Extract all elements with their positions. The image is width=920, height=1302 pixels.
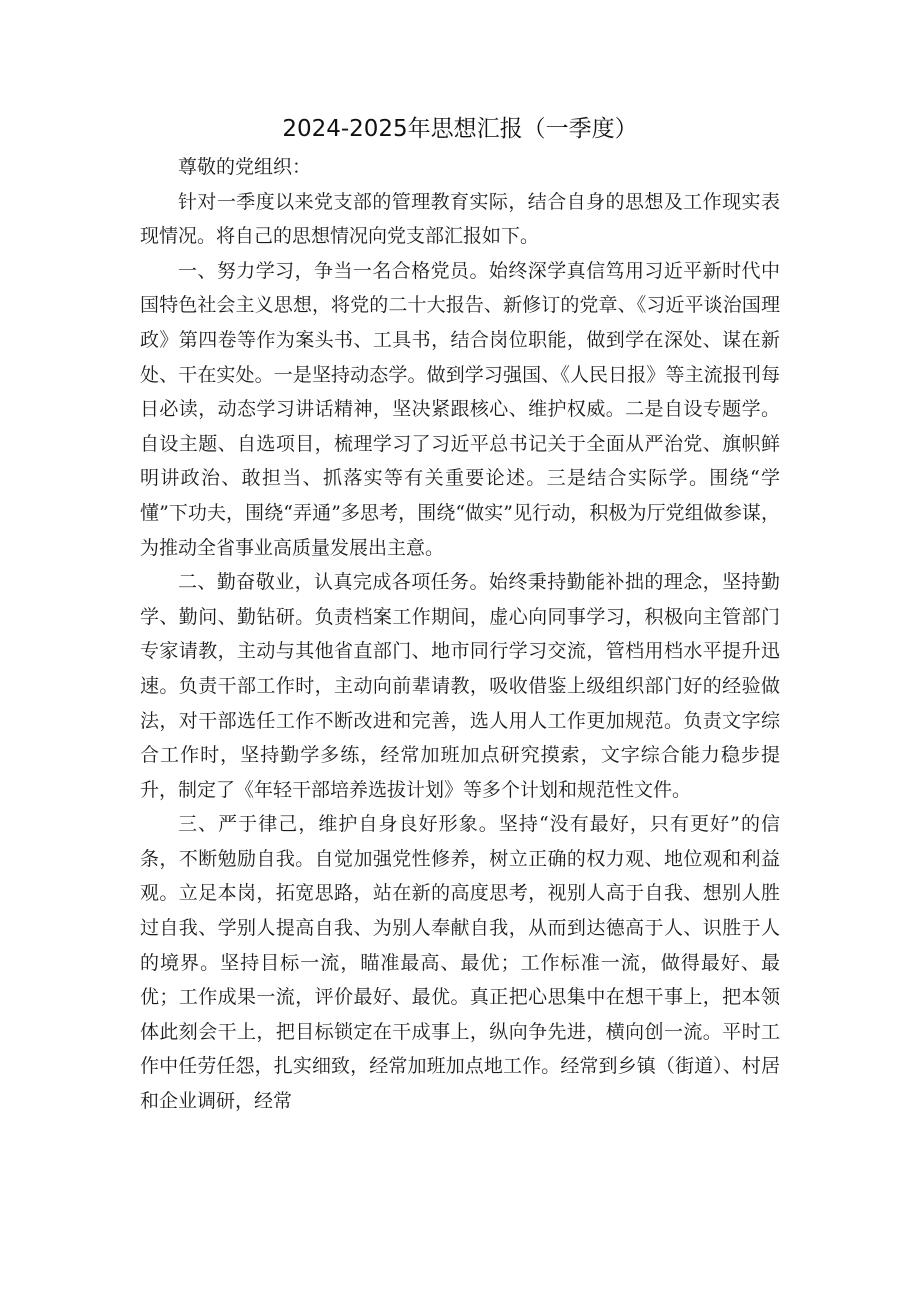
paragraph-self-discipline: 三、严于律己，维护自身良好形象。坚持“没有最好，只有更好”的信条，不断勉励自我。自觉加强党性修养，树立正确的权力观、地位观和利益观。立足本岗，拓宽思路，站在新的高度思考，视别人高于自我、想别人胜过自我、学别人提高自我、为别人奉献自我，从而到达德高于人、识胜于人的境界。坚持目标一流，瞄准最高、最优；工作标准一流，做得最好、最优；工作成果一流，评价最好、最优。真正把心思集中在想干事上，把本领体此刻会干上，把目标锁定在干成事上，纵向争先进，横向创一流。平时工作中任劳任怨，扎实细致，经常加班加点地工作。经常到乡镇（街道）、村居和企业调研，经常: [140, 813, 780, 1113]
paragraph-study: 一、努力学习，争当一名合格党员。始终深学真信笃用习近平新时代中国特色社会主义思想，将党的二十大报告、新修订的党章、《习近平谈治国理政》第四卷等作为案头书、工具书，结合岗位职能，做到学在深处、谋在新处、干在实处。一是坚持动态学。做到学习强国、《人民日报》等主流报刊每日必读，动态学习讲话精神，坚决紧跟核心、维护权威。二是自设专题学。自设主题、自选项目，梳理学习了习近平总书记关于全面从严治党、旗帜鲜明讲政治、敢担当、抓落实等有关重要论述。三是结合实际学。围绕“学懂”下功夫，围绕“弄通”多思考，围绕“做实”见行动，积极为厅党组做参谋，为推动全省事业高质量发展出主意。: [140, 259, 780, 559]
document-body: [140, 150, 780, 1119]
document-title: 2024-2025年思想汇报（一季度）: [282, 116, 638, 142]
salutation: 尊敬的党组织：: [178, 156, 312, 178]
paragraph-intro: 针对一季度以来党支部的管理教育实际，结合自身的思想及工作现实表现情况。将自己的思想情况向党支部汇报如下。: [140, 190, 780, 248]
paragraph-diligence: 二、勤奋敬业，认真完成各项任务。始终秉持勤能补拙的理念，坚持勤学、勤问、勤钻研。负责档案工作期间，虚心向同事学习，积极向主管部门专家请教，主动与其他省直部门、地市同行学习交流，管档用档水平提升迅速。负责干部工作时，主动向前辈请教，吸收借鉴上级组织部门好的经验做法，对干部选任工作不断改进和完善，选人用人工作更加规范。负责文字综合工作时，坚持勤学多练，经常加班加点研究摸索，文字综合能力稳步提升，制定了《年轻干部培养选拔计划》等多个计划和规范性文件。: [140, 571, 780, 801]
